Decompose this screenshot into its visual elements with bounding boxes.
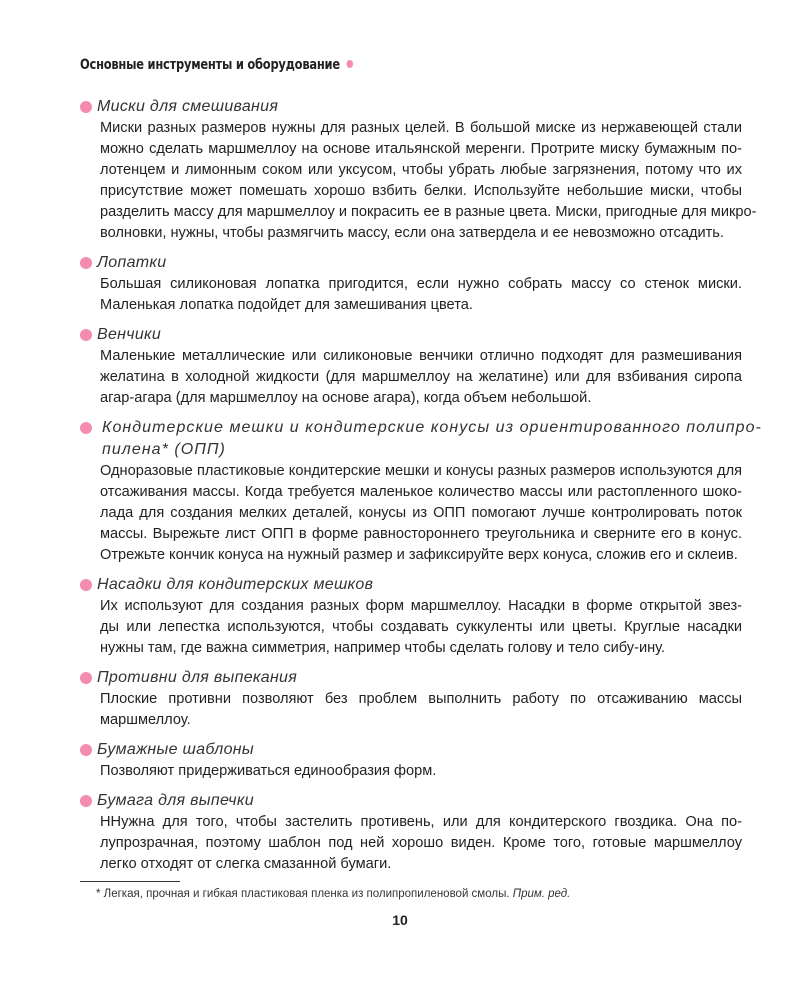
chapter-title (80, 57, 353, 73)
footnote (96, 888, 570, 900)
section-body (78, 761, 742, 782)
bullet-icon (80, 329, 92, 341)
body-line: лупрозрачная, поэтому шаблон под ней хорошо виден. Кроме того, готовые маршмеллоу (100, 835, 742, 851)
body-line: Отрежьте кончик конуса на нужный размер и зафиксируйте верх конуса, сложив его и склеив. (100, 547, 738, 563)
section-heading (78, 574, 742, 596)
section-heading (78, 324, 742, 346)
section-heading-line: Бумажные шаблоны (97, 741, 254, 758)
footnote-divider (80, 881, 180, 882)
body-line: лада для создания мелких деталей, конусы из ОПП помогают лучше контролировать поток (100, 505, 742, 521)
section-heading (78, 252, 742, 274)
section-body (78, 689, 742, 731)
section-body (78, 274, 742, 316)
bullet-icon (346, 60, 353, 68)
section-heading-line: Венчики (97, 326, 162, 343)
body-line: Маленькая лопатка подойдет для замешивания цвета. (100, 297, 473, 313)
footnote-text: * Легкая, прочная и гибкая пластиковая пленка из полипропиленовой смолы. (96, 888, 510, 900)
section-heading-line: Кондитерские мешки и кондитерские конусы из ориентированного полипро- (102, 419, 762, 436)
body-line: Позволяют придерживаться единообразия форм. (100, 763, 437, 779)
body-line: массы. Вырежьте лист ОПП в форме равностороннего треугольника и сверните его в конус. (100, 526, 742, 542)
body-line: присутствие может помешать хорошо взбить белки. Используйте небольшие миски, чтобы (100, 183, 742, 199)
section-heading-line: Противни для выпекания (97, 669, 298, 686)
body-line: Маленькие металлические или силиконовые венчики отлично подходят для размешивания (100, 348, 742, 364)
section (78, 96, 757, 244)
section-heading-line: пилена* (ОПП) (102, 441, 226, 458)
body-line: Большая силиконовая лопатка пригодится, если нужно собрать массу со стенок миски. (100, 276, 742, 292)
bullet-icon (80, 795, 92, 807)
section (78, 574, 742, 659)
body-line: волновки, нужны, чтобы размягчить массу, если она затвердела и ее невозможно отсадить. (100, 225, 724, 241)
section-heading (78, 739, 742, 761)
body-line: Их используют для создания разных форм маршмеллоу. Насадки в форме открытой звез- (100, 598, 742, 614)
page-number: 10 (392, 912, 408, 928)
body-line: маршмеллоу. (100, 712, 191, 728)
body-line: нужны там, где важна симметрия, например чтобы сделать голову и тело сибу-ину. (100, 640, 666, 656)
section-body (78, 346, 742, 409)
section-heading (78, 417, 762, 461)
section-body (78, 596, 742, 659)
body-line: Миски разных размеров нужны для разных целей. В большой миске из нержавеющей стали (100, 120, 742, 136)
body-line: ды или лепестка используются, чтобы создавать суккуленты или цветы. Круглые насадки (100, 619, 742, 635)
section-heading-line: Лопатки (97, 254, 167, 271)
section-heading-line: Насадки для кондитерских мешков (97, 576, 374, 593)
section-body (78, 461, 742, 566)
section-heading-line: Миски для смешивания (97, 98, 279, 115)
bullet-icon (80, 257, 92, 269)
body-line: Плоские противни позволяют без проблем выполнить работу по отсаживанию массы (100, 691, 742, 707)
body-line: желатина в холодной жидкости (для маршмеллоу на желатине) или для взбивания сиропа (100, 369, 742, 385)
bullet-icon (80, 101, 92, 113)
sections (78, 96, 762, 883)
section-heading (78, 96, 742, 118)
body-line: Одноразовые пластиковые кондитерские мешки и конусы разных размеров используются для (100, 463, 742, 479)
bullet-icon (80, 744, 92, 756)
section-heading (78, 790, 742, 812)
section (78, 739, 742, 782)
footnote-note: Прим. ред. (512, 888, 571, 900)
section (78, 417, 762, 566)
body-line: легко отходят от слегка смазанной бумаги. (100, 856, 392, 872)
chapter-title-text: Основные инструменты и оборудование (80, 57, 340, 73)
body-line: лотенцем и лимонным соком или уксусом, чтобы убрать любые загрязнения, потому что их (100, 162, 742, 178)
section (78, 324, 742, 409)
body-line: агар-агара (для маршмеллоу на основе агара), когда объем небольшой. (100, 390, 592, 406)
section-body (78, 118, 757, 244)
section (78, 252, 742, 316)
body-line: можно сделать маршмеллоу на основе итальянской меренги. Протрите миску бумажным по- (100, 141, 742, 157)
body-line: разделить массу для маршмеллоу и покрасить ее в разные цвета. Миски, пригодные для микро- (100, 204, 757, 220)
section (78, 667, 742, 731)
body-line: ННужна для того, чтобы застелить противень, или для кондитерского гвоздика. Она по- (100, 814, 742, 830)
section-heading (78, 667, 742, 689)
bullet-icon (80, 422, 92, 434)
body-line: отсаживания массы. Когда требуется маленькое количество массы или растопленного шоко- (100, 484, 742, 500)
section-body (78, 812, 742, 875)
bullet-icon (80, 579, 92, 591)
section-heading-line: Бумага для выпечки (97, 792, 254, 809)
section (78, 790, 742, 875)
bullet-icon (80, 672, 92, 684)
